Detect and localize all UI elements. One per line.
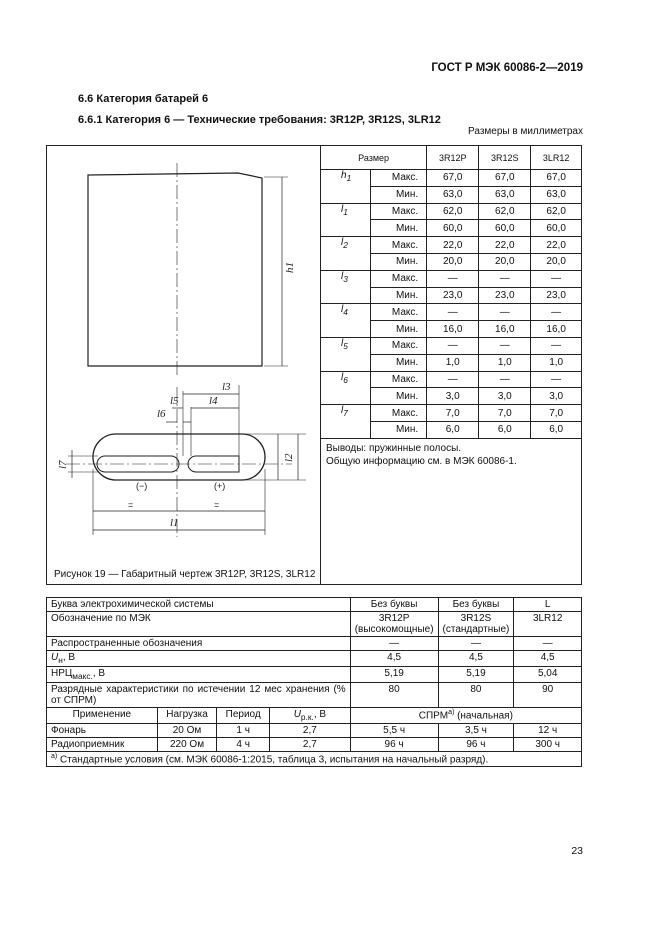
app-value-3r12s: 96 ч [438, 738, 514, 752]
discharge-3r12p: 80 [350, 683, 438, 708]
label-l2: l2 [283, 453, 295, 462]
dims-value-3r12p: — [427, 270, 479, 287]
nrc-label: $НРЦ_{макс.}$, В [47, 667, 351, 683]
dims-value-3lr12: 22,0 [531, 237, 582, 254]
table-row [47, 667, 582, 683]
dims-value-3lr12: 62,0 [531, 203, 582, 220]
label-l4: l4 [209, 395, 218, 407]
app-row [47, 724, 582, 738]
common-3r12s: — [438, 637, 514, 651]
app-period: 4 ч [217, 738, 270, 752]
dims-value-3r12p: 1,0 [427, 354, 479, 371]
units-note: Размеры в миллиметрах [468, 126, 583, 137]
letter-3r12p: Без буквы [350, 598, 438, 612]
discharge-label: Разрядные характеристики по истечении 12 мес хранения (% от СПРМ) [47, 683, 351, 708]
app-value-3lr12: 12 ч [514, 724, 582, 738]
table-row [47, 637, 582, 651]
app-value-3r12p: 96 ч [350, 738, 438, 752]
dims-kind: Мин. [371, 220, 427, 237]
label-l3: l3 [222, 381, 231, 393]
dims-row [321, 405, 582, 422]
dims-value-3lr12: 1,0 [531, 354, 582, 371]
up-header: $U_{р.к.}$, В [270, 708, 351, 724]
dims-kind: Макс. [371, 237, 427, 254]
letter-label: Буква электрохимической системы [47, 598, 351, 612]
dims-value-3r12p: 62,0 [427, 203, 479, 220]
dims-kind: Макс. [371, 371, 427, 388]
dims-row [321, 237, 582, 254]
app-value-3r12s: 3,5 ч [438, 724, 514, 738]
label-positive: (+) [214, 481, 226, 491]
dims-value-3r12p: 22,0 [427, 237, 479, 254]
dims-kind: Макс. [371, 203, 427, 220]
iec-3r12s: 3R12S (стандартные) [438, 612, 514, 637]
discharge-3lr12: 90 [514, 683, 582, 708]
dims-row [321, 203, 582, 220]
dims-header-row [321, 146, 582, 170]
app-name: Фонарь [47, 724, 158, 738]
dims-value-3lr12: 20,0 [531, 253, 582, 270]
spr-header: СПРМ$^{a)}$ (начальная) [350, 708, 581, 724]
un-3r12p: 4,5 [350, 651, 438, 667]
dims-value-3r12s: — [479, 270, 531, 287]
dims-value-3r12p: 67,0 [427, 170, 479, 187]
dims-row [321, 304, 582, 321]
iec-label: Обозначение по МЭК [47, 612, 351, 637]
dims-kind: Мин. [371, 388, 427, 405]
common-3r12p: — [350, 637, 438, 651]
un-3r12s: 4,5 [438, 651, 514, 667]
app-load: 220 Ом [157, 738, 217, 752]
dims-value-3lr12: 6,0 [531, 421, 582, 438]
dims-value-3lr12: 63,0 [531, 186, 582, 203]
nrc-3lr12: 5,04 [514, 667, 582, 683]
table-row [47, 651, 582, 667]
dims-value-3lr12: — [531, 270, 582, 287]
app-row [47, 738, 582, 752]
dims-value-3lr12: 16,0 [531, 321, 582, 338]
dims-row [321, 170, 582, 187]
dims-kind: Макс. [371, 304, 427, 321]
dims-value-3r12s: 62,0 [479, 203, 531, 220]
section-title: 6.6 Категория батарей 6 [78, 93, 209, 105]
period-header: Период [217, 708, 270, 724]
dims-symbol: $l_1$ [321, 203, 371, 237]
common-3lr12: — [514, 637, 582, 651]
dims-value-3r12s: 3,0 [479, 388, 531, 405]
label-negative: (−) [136, 481, 148, 491]
dims-symbol: $l_6$ [321, 371, 371, 405]
dims-header-3r12s: 3R12S [479, 146, 531, 170]
app-name: Радиоприемник [47, 738, 158, 752]
dims-kind: Мин. [371, 186, 427, 203]
dims-kind: Мин. [371, 354, 427, 371]
dims-symbol: $h_1$ [321, 170, 371, 204]
dims-value-3r12p: 23,0 [427, 287, 479, 304]
dims-kind: Макс. [371, 337, 427, 354]
letter-3lr12: L [514, 598, 582, 612]
dims-value-3r12s: 16,0 [479, 321, 531, 338]
dims-value-3r12s: 6,0 [479, 421, 531, 438]
apps-header-row [47, 708, 582, 724]
dims-value-3lr12: 60,0 [531, 220, 582, 237]
dims-kind: Мин. [371, 287, 427, 304]
footnote: $^{a)}$ Стандартные условия (см. МЭК 60086-1:2015, таблица 3, испытания на начальный разряд). [47, 752, 582, 767]
dims-kind: Макс. [371, 270, 427, 287]
dims-value-3r12p: 7,0 [427, 405, 479, 422]
dims-value-3r12s: — [479, 304, 531, 321]
figure-caption: Рисунок 19 — Габаритный чертеж 3R12P, 3R12S, 3LR12 [54, 569, 316, 580]
dims-value-3r12s: — [479, 337, 531, 354]
dims-value-3r12s: 67,0 [479, 170, 531, 187]
dims-symbol: $l_7$ [321, 405, 371, 439]
battery-table [46, 597, 582, 767]
dimension-drawing [46, 145, 320, 585]
un-label: $U_н$, В [47, 651, 351, 667]
dims-row [321, 337, 582, 354]
dims-value-3r12p: — [427, 304, 479, 321]
dims-value-3lr12: — [531, 337, 582, 354]
dims-value-3r12s: — [479, 371, 531, 388]
dims-value-3r12s: 20,0 [479, 253, 531, 270]
label-eq-right: = [214, 500, 220, 510]
common-label: Распространенные обозначения [47, 637, 351, 651]
front-view-outline [88, 173, 262, 366]
dims-value-3r12p: — [427, 337, 479, 354]
iec-3r12p: 3R12P (высокомощные) [350, 612, 438, 637]
dims-notes [326, 442, 517, 468]
table-row [47, 612, 582, 637]
load-header: Нагрузка [157, 708, 217, 724]
dims-row [321, 371, 582, 388]
nrc-3r12s: 5,19 [438, 667, 514, 683]
dims-value-3r12s: 7,0 [479, 405, 531, 422]
dims-header-3lr12: 3LR12 [531, 146, 582, 170]
un-3lr12: 4,5 [514, 651, 582, 667]
label-l6: l6 [157, 408, 166, 420]
dims-value-3r12s: 60,0 [479, 220, 531, 237]
app-up: 2,7 [270, 724, 351, 738]
app-value-3lr12: 300 ч [514, 738, 582, 752]
dims-value-3lr12: 23,0 [531, 287, 582, 304]
dims-kind: Мин. [371, 321, 427, 338]
dims-kind: Макс. [371, 170, 427, 187]
dims-kind: Макс. [371, 405, 427, 422]
label-l1: l1 [170, 517, 179, 529]
app-value-3r12p: 5,5 ч [350, 724, 438, 738]
app-load: 20 Ом [157, 724, 217, 738]
dims-value-3lr12: 7,0 [531, 405, 582, 422]
dims-value-3r12s: 23,0 [479, 287, 531, 304]
standard-header: ГОСТ Р МЭК 60086-2—2019 [431, 62, 583, 74]
dims-value-3r12s: 22,0 [479, 237, 531, 254]
letter-3r12s: Без буквы [438, 598, 514, 612]
dims-kind: Мин. [371, 253, 427, 270]
dims-value-3r12p: 16,0 [427, 321, 479, 338]
table-row [47, 598, 582, 612]
label-h1: h1 [284, 262, 296, 273]
dims-value-3r12s: 1,0 [479, 354, 531, 371]
page-number: 23 [571, 845, 583, 857]
dims-header-size: Размер [321, 146, 427, 170]
dims-symbol: $l_5$ [321, 337, 371, 371]
dims-value-3r12p: 6,0 [427, 421, 479, 438]
dims-value-3r12p: 60,0 [427, 220, 479, 237]
dims-row [321, 270, 582, 287]
dims-value-3lr12: — [531, 304, 582, 321]
dims-note-terminals: Выводы: пружинные полосы. [326, 443, 462, 454]
footnote-row [47, 752, 582, 767]
dims-symbol: $l_2$ [321, 237, 371, 271]
app-up: 2,7 [270, 738, 351, 752]
iec-3lr12: 3LR12 [514, 612, 582, 637]
app-header: Применение [47, 708, 158, 724]
nrc-3r12p: 5,19 [350, 667, 438, 683]
dims-value-3r12p: 63,0 [427, 186, 479, 203]
dims-value-3lr12: 3,0 [531, 388, 582, 405]
section-subtitle: 6.6.1 Категория 6 — Технические требования: 3R12P, 3R12S, 3LR12 [78, 114, 441, 126]
discharge-3r12s: 80 [438, 683, 514, 708]
dimensions-table [320, 145, 582, 439]
dims-kind: Мин. [371, 421, 427, 438]
label-l7: l7 [57, 460, 69, 469]
dims-note-general: Общую информацию см. в МЭК 60086-1. [326, 456, 517, 467]
label-l5: l5 [170, 395, 179, 407]
dims-symbol: $l_4$ [321, 304, 371, 338]
dims-value-3lr12: — [531, 371, 582, 388]
dims-symbol: $l_3$ [321, 270, 371, 304]
dims-value-3lr12: 67,0 [531, 170, 582, 187]
table-row [47, 683, 582, 708]
dims-value-3r12p: — [427, 371, 479, 388]
label-eq-left: = [128, 500, 134, 510]
dims-value-3r12p: 3,0 [427, 388, 479, 405]
dims-header-3r12p: 3R12P [427, 146, 479, 170]
dims-value-3r12p: 20,0 [427, 253, 479, 270]
dims-value-3r12s: 63,0 [479, 186, 531, 203]
app-period: 1 ч [217, 724, 270, 738]
